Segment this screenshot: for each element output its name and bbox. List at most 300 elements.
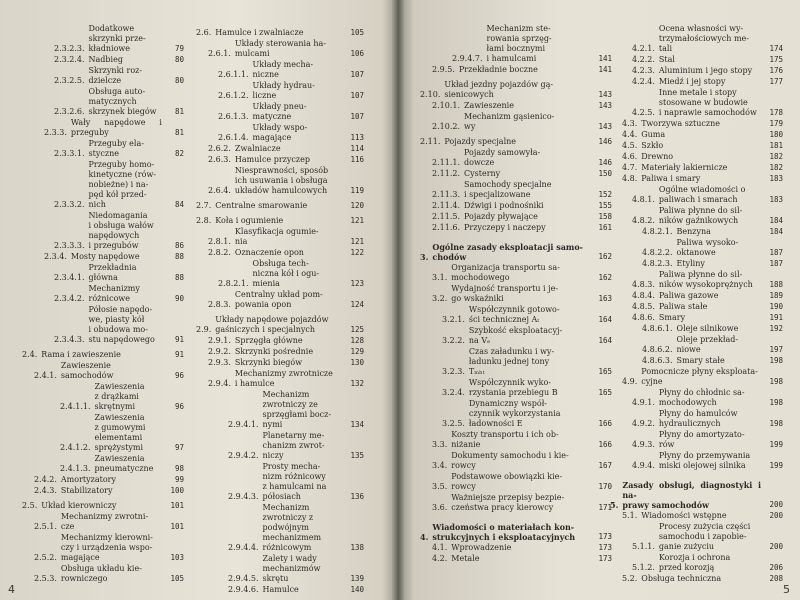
toc-entry-number: 2.5.2. — [34, 553, 57, 562]
toc-entry-number: 3.1. — [432, 273, 448, 282]
toc-entry-page: 123 — [350, 279, 364, 288]
toc-entry-page: 199 — [769, 440, 783, 449]
toc-entry-number: 2.11.5. — [432, 212, 460, 221]
toc-entry-number: 5.1. — [622, 511, 638, 520]
toc-entry — [420, 80, 612, 100]
toc-entry — [196, 60, 364, 80]
toc-entry-title: Organizacja transportu sa- mochodowego — [451, 263, 560, 282]
toc-entry-number: 2.10. — [420, 90, 441, 99]
toc-entry-title: Smary stałe — [676, 356, 725, 365]
toc-entry-title: Dźwigi i podnośniki — [464, 201, 544, 210]
toc-entry-page: 190 — [769, 302, 783, 311]
toc-entry-title: Przeguby ela- styczne — [88, 139, 144, 158]
toc-entry — [196, 227, 364, 247]
toc-entry-page: 103 — [170, 553, 184, 562]
toc-entry — [196, 102, 364, 122]
toc-entry — [420, 554, 612, 564]
toc-entry-title: Ogólne zasady eksploatacji samo- chodów — [432, 242, 583, 262]
toc-entry — [420, 65, 612, 75]
toc-entry-page: 170 — [598, 482, 612, 491]
toc-entry-number: 4.2. — [432, 554, 448, 563]
toc-entry-page: 136 — [350, 492, 364, 501]
toc-entry — [196, 216, 364, 226]
toc-entry — [420, 169, 612, 179]
toc-entry-title: Procesy zużycia części samochodu i zapobie- ganie zużyciu — [658, 522, 751, 551]
left-page — [0, 0, 398, 600]
toc-entry-title: Współczynnik wyko- rzystania przebiegu B — [468, 378, 558, 397]
toc-entry-title: Zasady obsługi, diagnostyki i na- prawy samochodów — [622, 480, 761, 510]
toc-entry — [610, 522, 783, 552]
toc-entry — [420, 201, 612, 211]
toc-entry — [610, 480, 783, 510]
toc-entry-page: 200 — [769, 500, 783, 509]
toc-entry-number: 4.2.4. — [632, 77, 655, 86]
toc-entry — [610, 302, 783, 312]
toc-entry-page: 152 — [598, 190, 612, 199]
toc-entry-number: 2.3.2.5. — [54, 76, 85, 85]
toc-entry — [22, 350, 184, 360]
toc-entry-page: 119 — [350, 186, 364, 195]
toc-entry — [22, 284, 184, 304]
toc-entry-title: Mechanizm zwrotniczy z podwójnym mechanizmem różnicowym — [262, 503, 322, 552]
toc-entry — [196, 28, 364, 38]
toc-entry-number: 4.8.2.2. — [642, 248, 673, 257]
toc-entry-page: 165 — [598, 367, 612, 376]
toc-entry-number: 2.5. — [22, 501, 38, 510]
toc-entry-number: 2.3.3.3. — [54, 241, 85, 250]
toc-entry — [610, 24, 783, 54]
toc-entry — [22, 475, 184, 485]
toc-entry-title: Stabilizatory — [60, 486, 113, 495]
toc-entry-page: 166 — [598, 419, 612, 428]
toc-entry-number: 5.1.2. — [632, 563, 655, 572]
toc-entry-page: 150 — [598, 169, 612, 178]
toc-entry-number: 4.1. — [432, 543, 448, 552]
toc-entry-number: 4.8.1. — [632, 195, 655, 204]
toc-entry — [420, 263, 612, 283]
toc-entry — [420, 137, 612, 147]
toc-entry — [610, 227, 783, 237]
toc-entry-title: Płyny do chłodnic sa- mochodowych — [658, 388, 745, 407]
toc-entry-page: 182 — [769, 152, 783, 161]
toc-entry-title: Centralny układ pom- powania opon — [234, 290, 323, 309]
toc-entry-number: 2.8.2.1. — [218, 279, 249, 288]
toc-entry-page: 81 — [174, 107, 184, 116]
toc-entry-number: 4.8.6.1. — [642, 324, 673, 333]
toc-entry-page: 164 — [598, 336, 612, 345]
toc-entry-title: Płyny do amortyzato- rów — [658, 430, 745, 449]
toc-entry-page: 120 — [350, 201, 364, 210]
toc-entry-page: 187 — [769, 248, 783, 257]
toc-entry-title: Zawieszenie — [464, 101, 514, 110]
toc-entry-number: 3.6. — [432, 503, 448, 512]
toc-entry-title: Ogólne wiadomości o paliwach i smarach — [658, 185, 746, 204]
toc-entry-title: Mechanizmy zwrotnicze i hamulce — [234, 369, 333, 388]
toc-entry — [610, 185, 783, 205]
toc-entry-title: Płyny do hamulców hydraulicznych — [658, 409, 738, 428]
toc-entry-number: 2.4.1. — [34, 371, 57, 380]
toc-entry-page: 106 — [350, 49, 364, 58]
toc-entry-title: Układy napędowe pojazdów gaśniczych i specjalnych — [215, 315, 329, 334]
toc-entry — [420, 493, 612, 513]
toc-entry-page: 113 — [350, 133, 364, 142]
toc-entry-title: Sprzęgła główne — [234, 336, 303, 345]
toc-entry — [22, 486, 184, 496]
toc-entry — [196, 201, 364, 211]
toc-entry-title: Centralne smarowanie — [215, 201, 308, 210]
toc-entry — [196, 290, 364, 310]
toc-entry — [22, 361, 184, 381]
toc-entry-number: 4.2.1. — [632, 44, 655, 53]
toc-entry-title: Mechanizm ste- rowania sprzęg- łami bocznymi i hamulcami — [486, 24, 552, 63]
toc-entry-title: Guma — [641, 130, 666, 139]
toc-entry-title: Amortyzatory — [60, 475, 117, 484]
toc-entry-number: 2.10.2. — [432, 122, 460, 131]
toc-entry-title: Zawieszenia z gumowymi elementami sprężystymi — [94, 413, 146, 452]
toc-entry-title: Oznaczenie opon — [234, 248, 304, 257]
toc-entry-number: 4.8.2.3. — [642, 259, 673, 268]
toc-entry — [420, 472, 612, 492]
toc-entry — [420, 326, 612, 346]
toc-entry-number: 2.9. — [196, 325, 212, 334]
toc-entry-number: 2.4.1.3. — [60, 464, 91, 473]
toc-entry-title: Układy wspo- magające — [252, 123, 308, 142]
toc-entry-page: 143 — [598, 122, 612, 131]
toc-entry-title: Układy pneu- matyczne — [252, 102, 307, 121]
toc-entry-number: 2.3.4. — [44, 252, 67, 261]
toc-entry-number: 2.5.3. — [34, 574, 57, 583]
toc-entry-page: 98 — [174, 464, 184, 473]
toc-entry-number: 4.8.2.1. — [642, 227, 673, 236]
toc-entry — [420, 284, 612, 304]
toc-entry — [22, 382, 184, 412]
toc-entry — [22, 118, 184, 138]
toc-entry-number: 2.10.1. — [432, 101, 460, 110]
toc-entry — [610, 163, 783, 173]
toc-entry-title: Skrzynki biegów — [234, 358, 303, 367]
toc-entry-number: 3.2.2. — [442, 336, 465, 345]
toc-entry-title: Przeguby homo- kinetyczne (rów- nobieżne) i na- pęd kół przed- nich — [88, 160, 156, 209]
toc-entry — [610, 451, 783, 471]
toc-entry-title: Szybkość eksploatacyj- na Vₑ — [468, 326, 563, 345]
toc-entry-page: 158 — [598, 212, 612, 221]
toc-entry-number: 2.6.3. — [208, 155, 231, 164]
toc-entry-number: 2.9.4.6. — [228, 585, 259, 594]
toc-entry-page: 173 — [598, 554, 612, 563]
toc-entry-title: Inne metale i stopy stosowane w budowie i naprawie samochodów — [658, 88, 757, 117]
toc-entry — [196, 462, 364, 502]
toc-entry-title: Tworzywa sztuczne — [641, 119, 720, 128]
toc-entry-number: 2.9.4.2. — [228, 451, 259, 460]
toc-entry-title: Paliwa płynne do sil- ników gaźnikowych — [658, 206, 743, 225]
toc-entry-title: Pojazdy specjalne — [444, 137, 517, 146]
toc-entry-page: 187 — [769, 259, 783, 268]
toc-entry — [420, 430, 612, 450]
toc-entry — [22, 512, 184, 532]
toc-entry-number: 4.9.2. — [632, 419, 655, 428]
toc-entry-number: 2.9.1. — [208, 336, 231, 345]
toc-entry — [610, 206, 783, 226]
toc-entry-title: Obsługa auto- matycznych skrzynek biegów — [88, 87, 157, 116]
toc-entry-page: 173 — [598, 532, 612, 541]
toc-entry-page: 182 — [769, 163, 783, 172]
toc-entry-title: Mechanizmy kierowni- czy i urządzenia wspo- magające — [60, 533, 153, 562]
toc-entry — [610, 511, 783, 521]
toc-entry-page: 164 — [598, 315, 612, 324]
toc-entry-page: 107 — [350, 70, 364, 79]
right-toc-column-1 — [420, 23, 612, 564]
toc-entry — [610, 174, 783, 184]
toc-entry-number: 5.1.1. — [632, 542, 655, 551]
book-spine-shadow — [392, 0, 404, 600]
toc-entry-title: Ocena własności wy- trzymałościowych me- tali — [658, 24, 749, 53]
toc-entry — [22, 263, 184, 283]
right-toc-column-2 — [610, 23, 783, 584]
toc-entry-title: Obsługa tech- niczna kół i ogu- mienia — [252, 259, 320, 288]
toc-entry — [610, 130, 783, 140]
toc-entry-title: Niedomagania i obsługa wałów napędowych i przegubów — [88, 211, 154, 250]
toc-entry-title: Pomocnicze płyny eksploata- cyjne — [641, 367, 758, 386]
toc-entry-page: 178 — [769, 108, 783, 117]
toc-entry — [196, 155, 364, 165]
toc-entry-title: Benzyna — [676, 227, 711, 236]
toc-entry-page: 107 — [350, 91, 364, 100]
toc-entry — [610, 574, 783, 584]
toc-entry — [196, 390, 364, 430]
toc-entry-number: 4.2.3. — [632, 66, 655, 75]
toc-entry — [420, 180, 612, 200]
toc-entry-page: 124 — [350, 300, 364, 309]
toc-entry — [22, 211, 184, 251]
toc-entry-number: 2.4. — [22, 350, 38, 359]
toc-entry-page: 146 — [598, 137, 612, 146]
toc-entry-number: 2.3.3.2. — [54, 200, 85, 209]
toc-entry-number: 2.6.4. — [208, 186, 231, 195]
toc-entry-page: 138 — [350, 543, 364, 552]
toc-entry-page: 84 — [174, 200, 184, 209]
toc-entry — [22, 87, 184, 117]
toc-entry-title: Pojazdy pływające — [464, 212, 538, 221]
toc-entry-number: 2.6.1.4. — [218, 133, 249, 142]
toc-entry-page: 86 — [174, 241, 184, 250]
toc-entry — [196, 259, 364, 289]
toc-entry-page: 121 — [350, 216, 364, 225]
toc-entry — [22, 413, 184, 453]
toc-entry-page: 135 — [350, 451, 364, 460]
toc-entry-page: 200 — [769, 542, 783, 551]
toc-entry-page: 81 — [174, 128, 184, 137]
toc-entry-number: 2.3.3. — [44, 128, 67, 137]
toc-entry-page: 99 — [174, 475, 184, 484]
toc-entry-title: Układ kierowniczy — [41, 501, 117, 510]
toc-entry-number: 2.6.1. — [208, 49, 231, 58]
toc-entry-page: 129 — [350, 347, 364, 356]
toc-entry — [420, 112, 612, 132]
toc-entry-title: Zwalniacze — [234, 144, 281, 153]
toc-entry-title: Dokumenty samochodu i kie- rowcy — [451, 451, 569, 470]
toc-entry-title: Stal — [658, 55, 675, 64]
toc-entry-page: 130 — [350, 358, 364, 367]
toc-entry-page: 125 — [350, 325, 364, 334]
toc-entry-title: Obsługa techniczna — [641, 574, 722, 583]
toc-entry-page: 139 — [350, 574, 364, 583]
toc-entry-page: 161 — [598, 223, 612, 232]
toc-entry — [610, 356, 783, 366]
toc-entry — [22, 139, 184, 159]
toc-entry-number: 3.2. — [432, 294, 448, 303]
toc-entry-title: Czas załadunku i wy- ładunku jednej tony Tₘₕₜ — [468, 347, 555, 376]
toc-entry-number: 3.2.4. — [442, 388, 465, 397]
toc-entry — [22, 501, 184, 511]
toc-entry-title: Wały napędowe i przeguby — [70, 118, 162, 137]
toc-entry-page: 173 — [598, 543, 612, 552]
toc-entry-number: 4.2.2. — [632, 55, 655, 64]
toc-entry-page: 140 — [350, 585, 364, 594]
toc-entry — [610, 88, 783, 118]
toc-entry-title: Koszty transportu i ich ob- niżanie — [451, 430, 559, 449]
toc-entry-page: 91 — [174, 335, 184, 344]
toc-entry — [610, 430, 783, 450]
toc-entry-number: 2.9.4.1. — [228, 420, 259, 429]
toc-entry-page: 101 — [170, 522, 184, 531]
toc-entry-title: Półosie napędo- we, piasty kół i obudowa mo- stu napędowego — [88, 305, 155, 344]
toc-entry-page: 121 — [350, 237, 364, 246]
toc-entry — [196, 358, 364, 368]
toc-entry — [610, 335, 783, 355]
toc-entry — [196, 369, 364, 389]
toc-entry-number: 4.8.2. — [632, 216, 655, 225]
toc-entry-title: Mechanizm gąsienico- wy — [464, 112, 555, 131]
toc-entry-title: Mechanizm zwrotniczy ze sprzęgłami bocz- nymi — [262, 390, 332, 429]
toc-entry-page: 79 — [174, 44, 184, 53]
toc-entry-page: 198 — [769, 377, 783, 386]
toc-entry-title: Zawieszenia pneumatyczne — [94, 454, 154, 473]
toc-entry-number: 2.9.4.4. — [228, 543, 259, 552]
toc-entry-title: Wydajność transportu i je- go wskaźniki — [451, 284, 559, 303]
toc-entry — [196, 315, 364, 335]
toc-entry — [610, 291, 783, 301]
toc-entry-title: Hamulce — [262, 585, 299, 594]
left-toc-column-2 — [196, 23, 364, 595]
toc-entry-title: Mosty napędowe — [70, 252, 140, 261]
toc-entry-page: 206 — [769, 563, 783, 572]
toc-entry-number: 3.5. — [432, 482, 448, 491]
toc-entry-page: 88 — [174, 273, 184, 282]
toc-entry-title: Paliwa i smary — [641, 174, 701, 183]
toc-entry-number: 2.4.2. — [34, 475, 57, 484]
toc-entry-number: 2.4.3. — [34, 486, 57, 495]
toc-entry-number: 4.7. — [622, 163, 638, 172]
toc-entry-page: 132 — [350, 379, 364, 388]
toc-entry-page: 128 — [350, 336, 364, 345]
toc-entry-page: 176 — [769, 66, 783, 75]
toc-entry — [610, 553, 783, 573]
toc-entry — [610, 409, 783, 429]
toc-entry-page: 162 — [598, 252, 612, 261]
toc-entry — [610, 119, 783, 129]
toc-entry-page: 141 — [598, 54, 612, 63]
toc-entry-number: 2.9.2. — [208, 347, 231, 356]
toc-entry-title: Niesprawności, sposób ich usuwania i obsługa układów hamulcowych — [234, 166, 329, 195]
toc-entry-number: 2.6. — [196, 28, 212, 37]
toc-entry-title: Cysterny — [464, 169, 501, 178]
toc-entry — [196, 39, 364, 59]
toc-entry-title: Paliwa płynne do sil- ników wysokoprężnych — [658, 270, 753, 289]
toc-entry-number: 4.8.6.2. — [642, 345, 673, 354]
toc-entry — [610, 152, 783, 162]
toc-entry-page: 162 — [598, 273, 612, 282]
toc-entry — [22, 66, 184, 86]
toc-entry-page: 180 — [769, 130, 783, 139]
toc-entry-page: 183 — [769, 195, 783, 204]
toc-entry — [420, 543, 612, 553]
toc-entry-page: 184 — [769, 227, 783, 236]
toc-entry — [196, 431, 364, 461]
toc-entry-title: Klasyfikacja ogumie- nia — [234, 227, 319, 246]
toc-entry-title: Skrzynki roz- dzielcze — [88, 66, 143, 85]
toc-entry-page: 192 — [769, 324, 783, 333]
toc-entry-number: 2.6.1.1. — [218, 70, 249, 79]
toc-entry-number: 4.8.3. — [632, 280, 655, 289]
toc-entry-page: 181 — [769, 141, 783, 150]
toc-entry-number: 4.8.5. — [632, 302, 655, 311]
right-page-number: 5 — [783, 583, 790, 596]
toc-entry-page: 189 — [769, 291, 783, 300]
toc-entry — [420, 223, 612, 233]
toc-entry-number: 2.8.2. — [208, 248, 231, 257]
toc-entry — [196, 585, 364, 595]
toc-entry-number: 3.2.3. — [442, 367, 465, 376]
toc-entry-number: 4.9.1. — [632, 398, 655, 407]
toc-entry-title: Metale — [451, 554, 480, 563]
toc-entry-page: 90 — [174, 294, 184, 303]
left-toc-column-1 — [22, 23, 184, 584]
toc-entry-page: 183 — [769, 174, 783, 183]
toc-entry-number: 2.8.3. — [208, 300, 231, 309]
toc-entry-number: 4.6. — [622, 152, 638, 161]
toc-entry — [610, 77, 783, 87]
toc-entry — [610, 367, 783, 387]
toc-entry-number: 3.2.5. — [442, 419, 465, 428]
toc-entry-title: Pojazdy samowyła- dowcze — [464, 148, 541, 167]
toc-entry-title: Hamulce przyczep — [234, 155, 310, 164]
toc-entry-page: 199 — [769, 461, 783, 470]
toc-entry — [22, 564, 184, 584]
toc-entry-title: Dynamiczny współ- czynnik wykorzystania ładowności E — [468, 399, 561, 428]
toc-entry — [22, 55, 184, 65]
toc-entry-page: 122 — [350, 248, 364, 257]
toc-entry-title: Wiadomości o materiałach kon- strukcyjnych i eksploatacyjnych — [432, 522, 576, 542]
toc-entry-number: 4.4. — [622, 130, 638, 139]
toc-entry-number: 3.2.1. — [442, 315, 465, 324]
toc-entry-number: 2.3.2.3. — [54, 44, 85, 53]
toc-entry-number: 4.9.4. — [632, 461, 655, 470]
toc-entry-page: 155 — [598, 201, 612, 210]
toc-entry — [610, 388, 783, 408]
toc-entry-number: 4.2.5. — [632, 108, 655, 117]
toc-entry-title: Wprowadzenie — [451, 543, 512, 552]
toc-entry-page: 97 — [174, 443, 184, 452]
toc-entry-page: 134 — [350, 420, 364, 429]
toc-entry — [22, 252, 184, 262]
toc-entry-number: 2.6.2. — [208, 144, 231, 153]
toc-entry-number: 3.3. — [432, 440, 448, 449]
toc-entry-title: Układy hydrau- liczne — [252, 81, 315, 100]
toc-entry-number: 4.9.3. — [632, 440, 655, 449]
toc-entry-page: 80 — [174, 55, 184, 64]
toc-entry — [420, 378, 612, 398]
toc-entry — [196, 336, 364, 346]
